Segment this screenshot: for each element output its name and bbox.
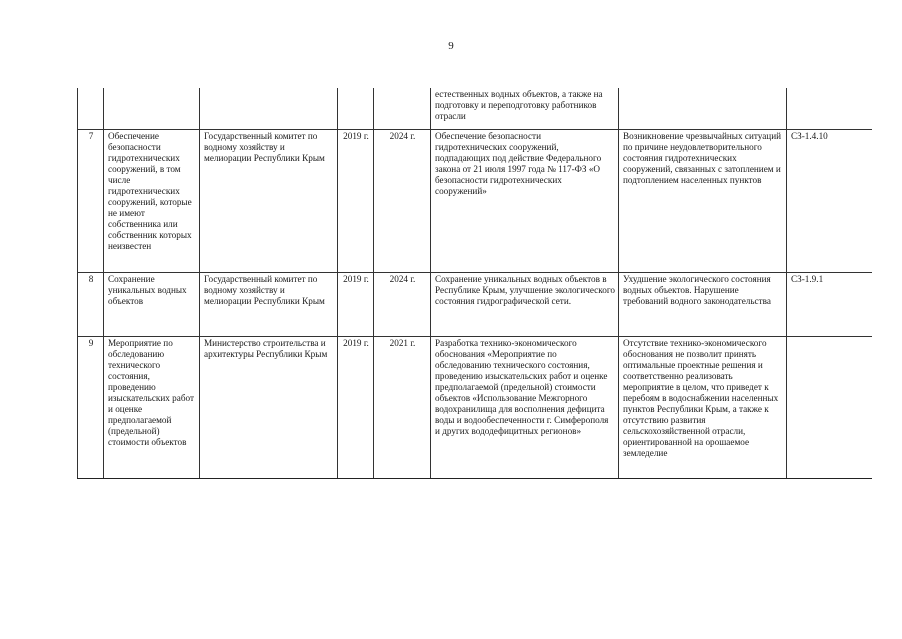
measure-name-text: Мероприятие по обследованию технического состояния, проведению изыскательских работ и оценке предполагаемой (предельной) стоимости объектов: [108, 337, 195, 448]
row-number: 7: [78, 129, 104, 272]
measure-content-text: Обеспечение безопасности гидротехнических сооружений, подпадающих под действие Федерального закона от 21 июля 1997 года № 117-ФЗ «О безопасности гидротехнических сооружений»: [435, 130, 602, 196]
measure-name-text: Сохранение уникальных водных объектов: [108, 273, 187, 306]
consequences: [619, 336, 787, 478]
executor-text: Государственный комитет по водному хозяйству и мелиорации Республики Крым: [204, 130, 325, 163]
indicator-code: [787, 336, 872, 478]
consequences: [619, 272, 787, 336]
measure-content: [431, 336, 619, 478]
executor: [200, 129, 338, 272]
consequences-text: Отсутствие технико-экономического обоснования не позволит принять оптимальные проектные решения и соответственно реализовать мероприятие в целом, что приведет к перебоям в водоснабжении населенных пунктов Республики Крым, а также к отсутствию развития сельскохозяйственной отрасли, ориентированной на орошаемое земледелие: [623, 337, 779, 459]
cell-end: [374, 88, 431, 129]
measure-content-text: Разработка технико-экономического обоснования «Мероприятие по обследованию технического состояния, проведению изыскательских работ и оценке предполагаемой (предельной) стоимости объектов «Использование Межгорного водохранилища для восполнения дефицита воды и водообеспеченности г. Симферополя и других вододефицитных регионов»: [435, 337, 609, 437]
measure-name: [104, 336, 200, 478]
measure-name-text: Обеспечение безопасности гидротехнических сооружений, в том числе гидротехнических сооружений, которые не имеют собственника или собственник которых неизвестен: [108, 130, 192, 252]
measure-content: [431, 129, 619, 272]
indicator-code: СЗ-1.9.1: [787, 272, 872, 336]
row-number: 8: [78, 272, 104, 336]
page-number: 9: [448, 40, 454, 52]
end-year: 2024 г.: [374, 129, 431, 272]
consequences-text: Возникновение чрезвычайных ситуаций по причине неудовлетворительного состояния гидротехнических сооружений, связанных с затоплением и подтоплением населенных пунктов: [623, 130, 782, 185]
cell-name: [104, 88, 200, 129]
measure-name: [104, 272, 200, 336]
start-year: 2019 г.: [338, 129, 374, 272]
end-year: 2024 г.: [374, 272, 431, 336]
end-year: 2021 г.: [374, 336, 431, 478]
table-row: [78, 129, 872, 272]
start-year: 2019 г.: [338, 272, 374, 336]
measure-content-text: Сохранение уникальных водных объектов в Республике Крым, улучшение экологического состояния гидрографической сети.: [435, 273, 615, 306]
measure-name: [104, 129, 200, 272]
table-row-continuation: [78, 88, 872, 129]
table-row: [78, 336, 872, 478]
executor: [200, 336, 338, 478]
consequences-text: Ухудшение экологического состояния водных объектов. Нарушение требований водного законодательства: [623, 273, 771, 306]
cell-content: [431, 88, 619, 129]
cell-start: [338, 88, 374, 129]
continuation-task-text: естественных водных объектов, а также на подготовку и переподготовку работников отрасли: [435, 89, 603, 122]
executor-text: Министерство строительства и архитектуры Республики Крым: [204, 337, 328, 359]
cell-consequences: [619, 88, 787, 129]
start-year: 2019 г.: [338, 336, 374, 478]
executor-text: Государственный комитет по водному хозяйству и мелиорации Республики Крым: [204, 273, 325, 306]
measure-content: [431, 272, 619, 336]
cell-executor: [200, 88, 338, 129]
indicator-code: СЗ-1.4.10: [787, 129, 872, 272]
row-number: 9: [78, 336, 104, 478]
table-row: [78, 272, 872, 336]
consequences: [619, 129, 787, 272]
cell-code: [787, 88, 872, 129]
cell-num: [78, 88, 104, 129]
executor: [200, 272, 338, 336]
measures-table: [77, 88, 872, 479]
